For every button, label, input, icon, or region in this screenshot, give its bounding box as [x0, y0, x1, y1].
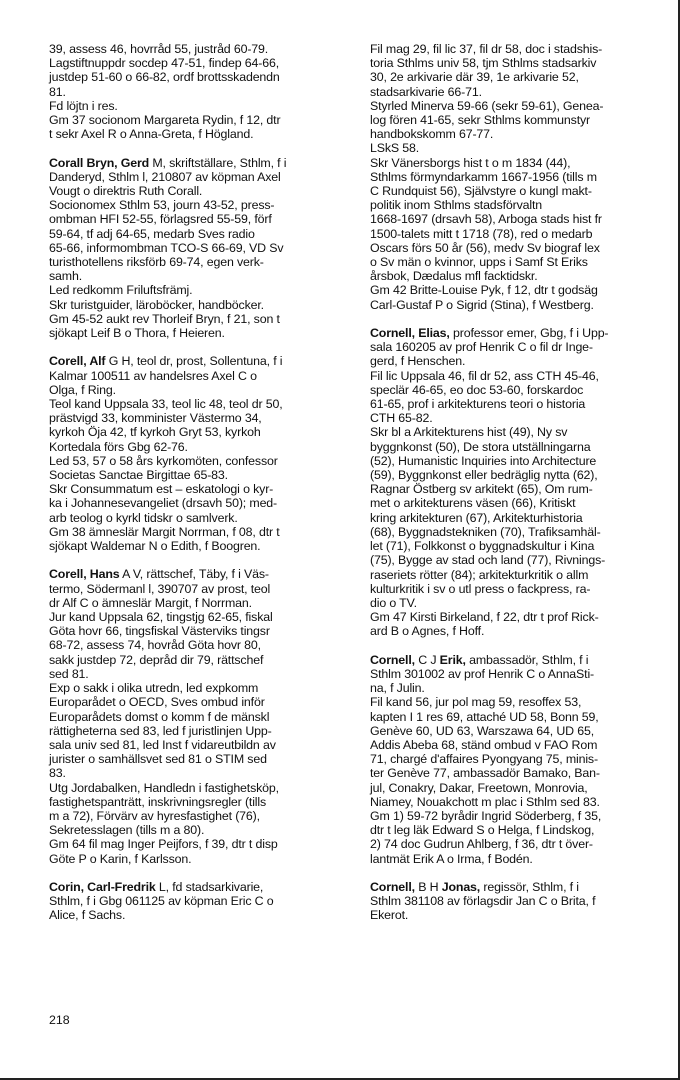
- entry-text: o Sv män o kvinnor, upps i Samf St Eriks: [370, 255, 588, 270]
- entry-line: [49, 837, 349, 851]
- dictionary-entry: [49, 567, 349, 865]
- entry-line: [49, 596, 349, 610]
- entry-text: ter Genève 77, ambassadör Bamako, Ban-: [370, 766, 600, 781]
- entry-text: samh.: [49, 269, 82, 284]
- entry-text: Göte P o Karin, f Karlsson.: [49, 851, 192, 866]
- entry-text: G H, teol dr, prost, Sollentuna, f i: [105, 354, 283, 369]
- entry-line: [49, 85, 349, 99]
- entry-text: politik inom Sthlms stadsförvaltn: [370, 198, 543, 213]
- entry-line: [370, 695, 670, 709]
- entry-line: [49, 880, 349, 894]
- entry-text: 71, chargé d'affaires Pyongyang 75, minis-: [370, 752, 598, 767]
- entry-headword: Corin, Carl-Fredrik: [49, 879, 156, 894]
- entry-text: stadsarkivarie 66-71.: [370, 84, 482, 99]
- entry-line: [370, 752, 670, 766]
- entry-line: [49, 638, 349, 652]
- dictionary-entry: [370, 880, 670, 923]
- dictionary-entry: [49, 156, 349, 341]
- entry-line: [49, 667, 349, 681]
- entry-line: [370, 184, 670, 198]
- entry-text: Kortedala förs Gbg 62-76.: [49, 439, 188, 454]
- entry-text: ard B o Agnes, f Hoff.: [370, 624, 485, 639]
- entry-text: Carl-Gustaf P o Sigrid (Stina), f Westberg.: [370, 297, 594, 312]
- entry-line: [370, 837, 670, 851]
- entry-text: Societas Sanctae Birgittae 65-83.: [49, 468, 228, 483]
- entry-line: [49, 241, 349, 255]
- entry-text: 2) 74 doc Gudrun Ahlberg, f 36, dtr t över-: [370, 837, 593, 852]
- entry-text: (59), Byggnkonst eller bedräglig nytta (62),: [370, 468, 598, 483]
- entry-given-name: Erik,: [439, 652, 466, 667]
- entry-line: [49, 298, 349, 312]
- entry-line: [370, 795, 670, 809]
- entry-line: [370, 653, 670, 667]
- entry-text: raseriets rötter (84); arkitekturkritik o allm: [370, 567, 589, 582]
- entry-line: [370, 141, 670, 155]
- entry-text: årsbok, Dædalus mfl facktidskr.: [370, 269, 538, 284]
- entry-line: [370, 539, 670, 553]
- entry-line: [370, 212, 670, 226]
- entry-line: [49, 354, 349, 368]
- entry-given-name: Jonas,: [441, 879, 481, 894]
- entry-text: Skr turistguider, läroböcker, handböcker.: [49, 297, 264, 312]
- entry-line: [370, 397, 670, 411]
- entry-line: [49, 425, 349, 439]
- entry-text: kulturkritik i sv o utl press o fackpress, ra-: [370, 581, 591, 596]
- entry-line: [370, 198, 670, 212]
- entry-text: jurister o samhällsvet sed 81 o STIM sed: [49, 752, 267, 767]
- entry-line: [370, 42, 670, 56]
- entry-text: Sthlms förmyndarkamm 1667-1956 (tills m: [370, 169, 597, 184]
- entry-line: [370, 70, 670, 84]
- entry-text: Fd löjtn i res.: [49, 98, 118, 113]
- entry-line: [49, 695, 349, 709]
- entry-text: Sthlm, f i Gbg 061125 av köpman Eric C o: [49, 894, 274, 909]
- entry-text: Fil mag 29, fil lic 37, fil dr 58, doc i stadshis-: [370, 42, 603, 56]
- entry-line: [49, 198, 349, 212]
- entry-line: [49, 56, 349, 70]
- entry-text: termo, Södermanl l, 390707 av prost, teol: [49, 581, 271, 596]
- entry-headword: Cornell, Elias,: [370, 326, 450, 341]
- entry-line: [49, 440, 349, 454]
- entry-text: ambassadör, Sthlm, f i: [465, 652, 589, 667]
- entry-text: Alice, f Sachs.: [49, 908, 126, 923]
- entry-text: Genève 60, UD 63, Warszawa 64, UD 65,: [370, 723, 595, 738]
- entry-line: [49, 411, 349, 425]
- entry-text: Danderyd, Sthlm l, 210807 av köpman Axel: [49, 169, 281, 184]
- entry-text: B H: [414, 879, 442, 894]
- entry-text: dio o TV.: [370, 595, 417, 610]
- entry-text: gerd, f Henschen.: [370, 354, 466, 369]
- entry-line: [370, 85, 670, 99]
- entry-line: [370, 269, 670, 283]
- dictionary-entry: [49, 880, 349, 923]
- page-number: 218: [49, 1013, 70, 1027]
- entry-line: [370, 354, 670, 368]
- entry-text: Utg Jordabalken, Handledn i fastighetsköp,: [49, 780, 279, 795]
- entry-text: Ragnar Östberg sv arkitekt (65), Om rum-: [370, 482, 593, 497]
- entry-headword: Cornell,: [370, 879, 415, 894]
- entry-text: 39, assess 46, hovrråd 55, justråd 60-79.: [49, 42, 269, 56]
- entry-line: [370, 425, 670, 439]
- entry-line: [370, 596, 670, 610]
- entry-line: [49, 582, 349, 596]
- entry-line: [49, 710, 349, 724]
- entry-line: [370, 908, 670, 922]
- entry-line: [49, 369, 349, 383]
- entry-line: [370, 511, 670, 525]
- entry-line: [49, 823, 349, 837]
- left-column: [49, 42, 349, 937]
- entry-text: 30, 2e arkivarie där 39, 1e arkivarie 52,: [370, 70, 579, 85]
- entry-text: Sthlm 301002 av prof Henrik C o AnnaSti-: [370, 666, 595, 681]
- entry-text: dr Alf C o ämneslär Margit, f Norrman.: [49, 595, 252, 610]
- entry-line: [49, 894, 349, 908]
- entry-headword: Corell, Alf: [49, 354, 106, 369]
- entry-text: met o arkitekturens väsen (66), Kritiskt: [370, 496, 576, 511]
- entry-line: [49, 852, 349, 866]
- entry-text: sed 81.: [49, 666, 89, 681]
- dictionary-entry: [49, 42, 349, 141]
- entry-text: 1500-talets mitt t 1718 (78), red o medarb: [370, 226, 593, 241]
- entry-text: (68), Byggnadstekniken (70), Trafiksamhäl-: [370, 524, 601, 539]
- entry-line: [49, 539, 349, 553]
- entry-text: Led redkomm Friluftsfrämj.: [49, 283, 193, 298]
- entry-line: [370, 454, 670, 468]
- entry-line: [370, 56, 670, 70]
- entry-text: C J: [414, 652, 440, 667]
- entry-line: [49, 42, 349, 56]
- entry-text: 65-66, informombman TCO-S 66-69, VD Sv: [49, 240, 284, 255]
- entry-line: [370, 894, 670, 908]
- entry-line: [49, 795, 349, 809]
- entry-text: Gm 47 Kirsti Birkeland, f 22, dtr t prof Rick-: [370, 610, 599, 625]
- entry-line: [370, 255, 670, 269]
- entry-line: [49, 312, 349, 326]
- entry-line: [49, 283, 349, 297]
- entry-line: [49, 766, 349, 780]
- entry-line: [370, 326, 670, 340]
- entry-text: speclär 46-65, eo doc 53-60, forskardoc: [370, 382, 584, 397]
- entry-text: dtr t leg läk Edward S o Helga, f Lindskog,: [370, 823, 595, 838]
- entry-text: Styrled Minerva 59-66 (sekr 59-61), Genea-: [370, 98, 604, 113]
- entry-line: [370, 411, 670, 425]
- entry-text: L, fd stadsarkivarie,: [155, 879, 264, 894]
- entry-text: jul, Conakry, Dakar, Freetown, Monrovia,: [370, 780, 588, 795]
- entry-line: [49, 681, 349, 695]
- entry-line: [370, 283, 670, 297]
- entry-line: [370, 681, 670, 695]
- entry-text: Europarådet o OECD, Sves ombud inför: [49, 695, 265, 710]
- entry-text: Addis Abeba 68, ständ ombud v FAO Rom: [370, 737, 598, 752]
- entry-text: Ekerot.: [370, 908, 409, 923]
- entry-line: [370, 227, 670, 241]
- entry-text: Sthlm 381108 av förlagsdir Jan C o Brita, f: [370, 894, 596, 909]
- entry-headword: Corell, Hans: [49, 567, 120, 582]
- entry-text: Gm 1) 59-72 byrådir Ingrid Söderberg, f 35,: [370, 808, 602, 823]
- entry-text: na, f Julin.: [370, 681, 425, 696]
- entry-line: [370, 852, 670, 866]
- entry-line: [49, 184, 349, 198]
- entry-line: [49, 567, 349, 581]
- entry-line: [370, 724, 670, 738]
- entry-text: let (71), Folkkonst o byggnadskultur i Kina: [370, 539, 595, 554]
- entry-line: [370, 568, 670, 582]
- entry-line: [370, 710, 670, 724]
- entry-text: Olga, f Ring.: [49, 382, 116, 397]
- entry-line: [370, 113, 670, 127]
- entry-line: [49, 113, 349, 127]
- entry-text: Göta hovr 66, tingsfiskal Västerviks tingsr: [49, 624, 270, 639]
- entry-line: [49, 70, 349, 84]
- entry-text: Gm 45-52 aukt rev Thorleif Bryn, f 21, son t: [49, 311, 280, 326]
- entry-text: kyrkoh Öja 42, tf kyrkoh Gryt 53, kyrkoh: [49, 425, 261, 440]
- dictionary-entry: [370, 653, 670, 866]
- entry-line: [49, 752, 349, 766]
- entry-text: LSkS 58.: [370, 141, 420, 156]
- entry-text: Lagstiftnuppdr socdep 47-51, findep 64-66,: [49, 56, 279, 71]
- entry-line: [49, 326, 349, 340]
- entry-text: professor emer, Gbg, f i Upp-: [449, 326, 609, 341]
- right-column: [370, 42, 670, 937]
- entry-text: turisthotellens riksförb 69-74, egen verk-: [49, 255, 264, 270]
- entry-text: justdep 51-60 o 66-82, ordf brottsskadendn: [49, 70, 280, 85]
- entry-line: [49, 156, 349, 170]
- entry-text: A V, rättschef, Täby, f i Väs-: [119, 567, 269, 582]
- entry-line: [370, 298, 670, 312]
- entry-line: [49, 525, 349, 539]
- entry-line: [370, 440, 670, 454]
- entry-line: [49, 724, 349, 738]
- entry-line: [370, 781, 670, 795]
- entry-text: log fören 41-65, sekr Sthlms kommunstyr: [370, 113, 591, 128]
- entry-text: byggnkonst (50), De stora utställningarna: [370, 439, 591, 454]
- entry-text: 83.: [49, 766, 66, 781]
- entry-line: [370, 99, 670, 113]
- entry-text: m a 72), Förvärv av hyresfastighet (76),: [49, 808, 260, 823]
- entry-headword: Corall Bryn, Gerd: [49, 155, 150, 170]
- entry-headword: Cornell,: [370, 652, 415, 667]
- entry-text: M, skriftställare, Sthlm, f i: [149, 155, 287, 170]
- entry-text: Skr Vänersborgs hist t o m 1834 (44),: [370, 155, 571, 170]
- entry-line: [49, 170, 349, 184]
- entry-text: Gm 37 socionom Margareta Rydin, f 12, dtr: [49, 113, 281, 128]
- entry-line: [49, 212, 349, 226]
- entry-line: [49, 511, 349, 525]
- entry-line: [49, 908, 349, 922]
- entry-text: 61-65, prof i arkitekturens teori o historia: [370, 397, 586, 412]
- entry-text: rättigheterna sed 83, led f juristlinjen Upp-: [49, 723, 272, 738]
- entry-text: CTH 65-82.: [370, 411, 433, 426]
- entry-line: [370, 610, 670, 624]
- entry-line: [370, 809, 670, 823]
- entry-line: [370, 525, 670, 539]
- entry-line: [370, 738, 670, 752]
- entry-text: Kalmar 100511 av handelsres Axel C o: [49, 368, 257, 383]
- entry-text: Exp o sakk i olika utredn, led expkomm: [49, 681, 259, 696]
- entry-text: regissör, Sthlm, f i: [480, 879, 579, 894]
- entry-line: [49, 624, 349, 638]
- entry-line: [49, 454, 349, 468]
- entry-line: [49, 468, 349, 482]
- entry-line: [370, 482, 670, 496]
- entry-line: [370, 170, 670, 184]
- entry-text: sjökapt Leif B o Thora, f Heieren.: [49, 326, 225, 341]
- entry-line: [49, 496, 349, 510]
- entry-text: sala 160205 av prof Henrik C o fil dr Inge-: [370, 340, 593, 355]
- entry-text: (75), Bygge av stad och land (77), Rivnings-: [370, 553, 606, 568]
- entry-text: Led 53, 57 o 58 års kyrkomöten, confessor: [49, 453, 278, 468]
- entry-line: [49, 127, 349, 141]
- entry-line: [370, 823, 670, 837]
- entry-text: t sekr Axel R o Anna-Greta, f Högland.: [49, 127, 254, 142]
- entry-line: [49, 482, 349, 496]
- entry-text: (52), Humanistic Inquiries into Architecture: [370, 453, 597, 468]
- dictionary-entry: [370, 326, 670, 638]
- entry-text: ka i Johannesevangeliet (drsavh 50); med-: [49, 496, 278, 511]
- entry-text: sakk justdep 72, depråd dir 79, rättschef: [49, 652, 264, 667]
- entry-line: [49, 269, 349, 283]
- entry-text: Fil lic Uppsala 46, fil dr 52, ass CTH 45-46,: [370, 368, 599, 383]
- entry-line: [49, 738, 349, 752]
- entry-text: sala univ sed 81, led Inst f vidareutbildn av: [49, 737, 276, 752]
- entry-line: [370, 667, 670, 681]
- entry-line: [370, 880, 670, 894]
- entry-text: 1668-1697 (drsavh 58), Arboga stads hist fr: [370, 212, 602, 227]
- entry-line: [49, 99, 349, 113]
- entry-text: 68-72, assess 74, hovråd Göta hovr 80,: [49, 638, 261, 653]
- entry-text: Teol kand Uppsala 33, teol lic 48, teol dr 50,: [49, 397, 283, 412]
- dictionary-entry: [370, 42, 670, 312]
- entry-line: [370, 624, 670, 638]
- entry-text: toria Sthlms univ 58, tjm Sthlms stadsarkiv: [370, 56, 597, 71]
- entry-line: [370, 241, 670, 255]
- entry-line: [49, 610, 349, 624]
- entry-text: Sekretesslagen (tills m a 80).: [49, 823, 205, 838]
- entry-text: Socionomex Sthlm 53, journ 43-52, press-: [49, 198, 275, 213]
- entry-line: [370, 383, 670, 397]
- entry-text: Europarådets domst o komm f de mänskl: [49, 709, 270, 724]
- entry-text: fastighetspanträtt, inskrivningsregler (tills: [49, 794, 267, 809]
- entry-line: [370, 156, 670, 170]
- entry-text: Gm 38 ämneslär Margit Norrman, f 08, dtr t: [49, 524, 280, 539]
- entry-line: [49, 653, 349, 667]
- entry-text: lantmät Erik A o Irma, f Bodén.: [370, 851, 533, 866]
- entry-line: [49, 383, 349, 397]
- entry-text: Gm 42 Britte-Louise Pyk, f 12, dtr t godsäg: [370, 283, 598, 298]
- entry-line: [370, 496, 670, 510]
- entry-text: C Rundquist 56), Självstyre o kungl makt-: [370, 184, 592, 199]
- entry-text: Niamey, Nouakchott m plac i Sthlm sed 83.: [370, 794, 600, 809]
- entry-text: arb teolog o kyrkl tidskr o samlverk.: [49, 510, 238, 525]
- entry-text: kring arkitekturen (67), Arkitekturhistoria: [370, 510, 583, 525]
- entry-text: Skr bl a Arkitekturens hist (49), Ny sv: [370, 425, 568, 440]
- entry-text: ombman HFI 52-55, förlagsred 55-59, förf: [49, 212, 272, 227]
- entry-text: Vougt o direktris Ruth Corall.: [49, 184, 203, 199]
- entry-text: sjökapt Waldemar N o Edith, f Boogren.: [49, 539, 261, 554]
- entry-line: [370, 369, 670, 383]
- entry-line: [49, 781, 349, 795]
- entry-line: [370, 766, 670, 780]
- entry-line: [49, 255, 349, 269]
- entry-text: 81.: [49, 84, 66, 99]
- entry-line: [49, 809, 349, 823]
- entry-line: [370, 582, 670, 596]
- entry-line: [49, 227, 349, 241]
- entry-text: Fil kand 56, jur pol mag 59, resoffex 53,: [370, 695, 582, 710]
- entry-text: prästvigd 33, komminister Västermo 34,: [49, 411, 262, 426]
- entry-line: [49, 397, 349, 411]
- entry-line: [370, 340, 670, 354]
- entry-line: [370, 468, 670, 482]
- entry-text: 59-64, tf adj 64-65, medarb Sves radio: [49, 226, 255, 241]
- entry-text: handbokskomm 67-77.: [370, 127, 494, 142]
- entry-line: [370, 553, 670, 567]
- entry-text: Oscars förs 50 år (56), medv Sv biograf lex: [370, 240, 600, 255]
- dictionary-entry: [49, 354, 349, 553]
- entry-line: [370, 127, 670, 141]
- entry-text: Skr Consummatum est – eskatologi o kyr-: [49, 482, 274, 497]
- entry-text: kapten I 1 res 69, attaché UD 58, Bonn 59,: [370, 709, 599, 724]
- entry-text: Jur kand Uppsala 62, tingstjg 62-65, fiskal: [49, 610, 273, 625]
- entry-text: Gm 64 fil mag Inger Peijfors, f 39, dtr t disp: [49, 837, 278, 852]
